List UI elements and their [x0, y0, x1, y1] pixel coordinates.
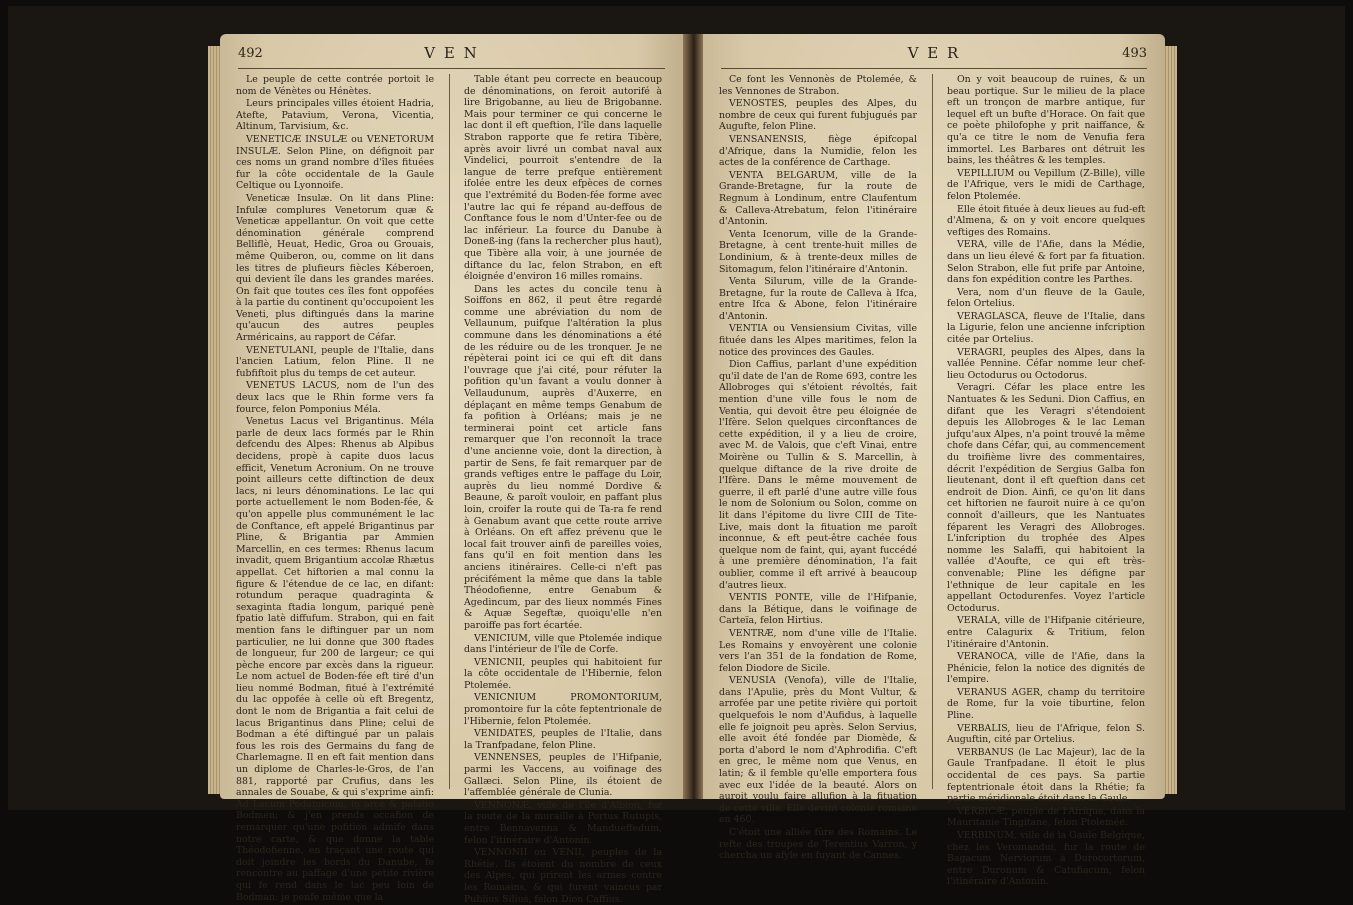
dictionary-entry: VERANUS AGER, champ du territoire de Rome, fur la voie tiburtine, felon Pline. — [947, 686, 1145, 722]
dictionary-entry: VENIDATES, peuples de l'Italie, dans la Tranfpadane, felon Pline. — [464, 728, 662, 751]
text-column-left — [236, 74, 434, 903]
dictionary-entry: Vera, nom d'un fleuve de la Gaule, felon Ortelius. — [947, 286, 1145, 310]
dictionary-entry: Veragri. Céfar les place entre les Nantuates & les Seduni. Dion Caffius, en difant que les Veragri s'étendoient depuis les Allobroges & le lac Leman jufqu'aux Alpes, n'a point trouvé la même chofe dans Céfar, qui, au commencement du troifième livre des commentaires, décrit l'expédition de Sergius Galba fon lieutenant, dont il eft queftion dans cet endroit de Dion. Ainfi, ce qu'on lit dans cet hiftorien ne fauroit nuire à ce qu'on connoît d'ailleurs, que les Nantuates féparent les Veragri des Allobroges. L'infcription du trophée des Alpes nomme les Salaffi, qui habitoient la vallée d'Aoufte, ce qui eft très-convenable; Pline les défigne par l'ethnique de leur capitale en les appellant Octodurenfes. Voyez l'article Octodurus. — [947, 382, 1145, 614]
dictionary-entry: VERA, ville de l'Afie, dans la Médie, dans un lieu élevé & fort par fa fituation. Selon Strabon, elle fut prife par Antoine, dans fon expédition contre les Parthes. — [947, 239, 1145, 286]
dictionary-entry: VENTIS PONTE, ville de l'Hifpanie, dans la Bétique, dans le voifinage de Carteïa, felon Hirtius. — [719, 592, 917, 627]
dictionary-entry: VENTRÆ, nom d'une ville de l'Italie. Les Romains y envoyèrent une colonie vers l'an 351 de la fondation de Rome, felon Diodore de Sicile. — [719, 627, 917, 674]
left-page — [220, 34, 683, 905]
dictionary-entry: VENOSTES, peuples des Alpes, du nombre de ceux qui furent fubjugués par Augufte, felon Pline. — [719, 98, 917, 133]
dictionary-entry: VENNENSES, peuples de l'Hifpanie, parmi les Vaccens, au voifinage des Gallæci. Selon Pline, ils étoient de l'affemblée générale de Clunia. — [464, 752, 662, 799]
book-spread — [8, 6, 1345, 905]
dictionary-entry: VERANOCA, ville de l'Afie, dans la Phénicie, felon la notice des dignités de l'empire. — [947, 651, 1145, 686]
book-gutter — [683, 34, 703, 799]
dictionary-entry: VENETUS LACUS, nom de l'un des deux lacs que le Rhin forme vers fa fource, felon Pomponius Méla. — [236, 380, 434, 415]
right-page-header — [721, 44, 1147, 68]
dictionary-entry: Leurs principales villes étoient Hadria, Atefte, Patavium, Verona, Vicentia, Altinum, Tarvisium, &c. — [236, 98, 434, 133]
dictionary-entry: Table étant peu correcte en beaucoup de dénominations, on feroit autorifé à lire Brigobanne, au lieu de Brigobanne. Mais pour terminer ce qui concerne le lac dont il eft queftion, l'île dans laquelle Strabon rapporte que fe retira Tibère, après avoir livré un combat naval aux Vindelici, pourroit s'entendre de la langue de terre prefque entièrement ifolée entre les deux efpèces de cornes que l'extrémité du Boden-fée forme avec l'autre lac qui fe répand au-deffous de Conftance fous le nom d'Unter-fee ou de lac inférieur. La fource du Danube à Doneß-ing (fans la rechercher plus haut), que Tibère alla voir, à une journée de diftance du lac, felon Strabon, en eft éloignée d'environ 16 milles romains. — [464, 74, 662, 283]
dictionary-entry: Dans les actes du concile tenu à Soiffons en 862, il peut être regardé comme une abréviation du nom de Vellaunum, puifque l'altération la plus commune dans les dénominations a été de les réduire ou de les tronquer. Je ne répèterai point ici ce qui eft dit dans l'ouvrage que j'ai cité, pour réfuter la pofition qu'un favant a voulu donner à Vellaudunum, auprès d'Auxerre, en déplaçant en même temps Genabum de fa pofition à Orléans; mais je ne terminerai point cet article fans remarquer que l'on reconnoît la trace d'une ancienne voie, dont la direction, à partir de Sens, fe fait remarquer par de grands veftiges entre le paffage du Loir, auprès du lieu nommé Dordive & Beaune, & paroît vouloir, en paffant plus loin, croifer la route qui de Ta-ra fe rend à Genabum avant que cette route arrive à Orléans. On eft affez prévenu que le local fait trouver ainfi de pareilles voies, fans qu'il en foit mention dans les anciens itinéraires. Celle-ci n'eft pas précifément la même que dans la table Théodofienne, entre Genabum & Agedincum, par des lieux nommés Fines & Aquæ Segeftæ, quoiqu'elle n'en paroiffe pas fort écartée. — [464, 283, 662, 631]
right-page — [703, 34, 1165, 888]
header-rule — [721, 68, 1147, 69]
text-column-right — [947, 74, 1145, 888]
dictionary-entry: On y voit beaucoup de ruines, & un beau portique. Sur le milieu de la place eft un tronçon de marbre antique, fur lequel eft un bufte d'Horace. On fait que ce poète philofophe y prit naiffance, & qu'a ce titre le nom de Venufia fera immortel. Les Barbares ont détruit les bains, les théâtres & les temples. — [947, 74, 1145, 167]
dictionary-entry: Venetus Lacus vel Brigantinus. Méla parle de deux lacs formés par le Rhin defcendu des Alpes: Rhenus ab Alpibus decidens, propè à capite duos lacus efficit, Venetum Acronium. On ne trouve point ailleurs cette diftinction de deux lacs, ni leurs dénominations. Le lac qui porte actuellement le nom Boden-fée, & qu'on appelle plus communément le lac de Conftance, eft appelé Brigantinus par Pline, & Brigantia par Ammien Marcellin, en ces termes: Rhenus lacum invadit, quem Brigantium accolæ Rhætus appellat. Cet hiftorien a mal connu la figure & l'étendue de ce lac, en difant: rotundum peraque quadraginta & sexaginta ftadia longum, pariqué penè fpatio latè diffufum. Strabon, qui en fait mention fans le diftinguer par un nom particulier, ne lui donne que 300 ftades de longueur, fur 200 de largeur; ce qui pèche encore par excès dans la rigueur. Le nom actuel de Boden-fée eft tiré d'un lieu nommé Bodman, fitué à l'extrémité du lac oppofée à celle où eft Bregentz, dont le nom de Brigantia a fait celui de lacus Brigantinus dans Pline; celui de Bodman a été diftingué par un palais fous les rois des Germains du fang de Charlemagne. Il en eft fait mention dans un diplome de Charles-le-Gros, de l'an 881, rapporté par Crufius, dans les annales de Souabe, & qui s'exprime ainfi: Ad Lacum Podamicum, in arce & palatio Bodmen; & j'en prends occafion de remarquer qu'une pofition admife dans notre carte, & que donne la table Théodofienne, en traçant une route qui doit joindre les bords du Danube, fe rencontre au paffage d'une petite rivière qui fe rend dans le lac peu loin de Bodman: je penfe même que la — [236, 416, 434, 903]
header-rule — [238, 68, 665, 69]
dictionary-entry: VENICNIUM PROMONTORIUM, promontoire fur la côte feptentrionale de l'Hibernie, felon Ptolemée. — [464, 692, 662, 727]
dictionary-entry: VENETULANI, peuple de l'Italie, dans l'ancien Latium, felon Pline. Il ne fubfiftoit plus du temps de cet auteur. — [236, 344, 434, 379]
dictionary-entry: VENSANENSIS, fiège épifcopal d'Afrique, dans la Numidie, felon les actes de la conférence de Carthage. — [719, 133, 917, 169]
dictionary-entry: VENTA BELGARUM, ville de la Grande-Bretagne, fur la route de Regnum à Londinum, entre Claufentum & Calleva-Atrebatum, felon l'itinéraire d'Antonin. — [719, 169, 917, 228]
running-head: V E N — [424, 44, 479, 62]
dictionary-entry: VEPILLIUM ou Vepillum (Z-Bille), ville de l'Afrique, vers le midi de Carthage, felon Ptolemée. — [947, 167, 1145, 202]
dictionary-entry: VENNONII ou VENII, peuples de la Rhétie. Ils étoient du nombre de ceux des Alpes, qui prirent les armes contre les Romains, & qui furent vaincus par Publius Silius, felon Dion Caffius. — [464, 847, 662, 905]
dictionary-entry: VENICIUM, ville que Ptolemée indique dans l'intérieur de l'île de Corfe. — [464, 632, 662, 656]
dictionary-entry: Veneticæ Insulæ. On lit dans Pline: Infulæ complures Venetorum quæ & Veneticæ appellantur. On voit que cette dénomination générale comprend Belliflè, Heuat, Hedic, Groa ou Grouais, même Quiberon, ou, comme on lit dans les titres de plufieurs fiècles Kéberoen, qui devient île dans les grandes marées. On fait que toutes ces îles font oppofées à la partie du continent qu'occupoient les Veneti, plus diftingués dans la marine qu'aucun des autres peuples Arméricains, au rapport de Céfar. — [236, 192, 434, 344]
dictionary-entry: VERAGRI, peuples des Alpes, dans la vallée Pennine. Céfar nomme leur chef-lieu Octodurus ou Octodorus. — [947, 346, 1145, 381]
running-head: V E R — [907, 44, 961, 62]
left-page-header — [238, 44, 665, 68]
dictionary-entry: VENNONÆ, ville de l'île d'Albion, fur la route de la muraille à Portus Rutupis, entre Bennavenna & Mandueffedum, felon l'itinéraire d'Antonin. — [464, 799, 662, 846]
dictionary-entry: VENICNII, peuples qui habitoient fur la côte occidentale de l'Hibernie, felon Ptolemée. — [464, 656, 662, 691]
dictionary-entry: VERBALIS, lieu de l'Afrique, felon S. Auguftin, cité par Ortelius. — [947, 722, 1145, 746]
dictionary-entry: Le peuple de cette contrée portoit le nom de Vénètes ou Hénètes. — [236, 74, 434, 97]
right-page-edges — [1163, 46, 1177, 794]
dictionary-entry: VERALA, ville de l'Hifpanie citérieure, entre Calagurix & Tritium, felon l'itinéraire d'Antonin. — [947, 615, 1145, 650]
dictionary-entry: Elle étoit fituée à deux lieues au fud-eft d'Almena, & on y voit encore quelques veftiges des Romains. — [947, 203, 1145, 238]
dictionary-entry: Ce font les Vennonès de Ptolemée, & les Vennones de Strabon. — [719, 74, 917, 97]
dictionary-entry: Venta Icenorum, ville de la Grande-Bretagne, à cent trente-huit milles de Londinium, & à trente-deux milles de Sitomagum, felon l'itinéraire d'Antonin. — [719, 228, 917, 275]
dictionary-entry: VERAGLASCA, fleuve de l'Italie, dans la Ligurie, felon une ancienne infcription citée par Ortelius. — [947, 310, 1145, 346]
text-column-left — [719, 74, 917, 862]
dictionary-entry: Venta Silurum, ville de la Grande-Bretagne, fur la route de Calleva à Ifca, entre Ifca & Abone, felon l'itinéraire d'Antonin. — [719, 276, 917, 322]
dictionary-entry: VENUSIA (Venofa), ville de l'Italie, dans l'Apulie, près du Mont Vultur, & arrofée par une petite rivière qui portoit quelquefois le nom d'Aufidus, à laquelle elle fe joignoit peu après. Selon Servius, elle avoit été fondée par Diomède, & porta d'abord le nom d'Aphrodifia. C'eft en grec, le même nom que Venus, en latin; & il femble qu'elle emportera fous avec eux l'idée de la beauté. Alors on auroit voulu faire allufion à la fituation de cette ville. Elle devint colonie romaine en 460. — [719, 675, 917, 826]
dictionary-entry: VERBANUS (le Lac Majeur), lac de la Gaule Tranfpadane. Il étoit le plus occidental de ces pays. Sa partie feptentrionale étoit dans la Rhétie; fa partie méridionale étoit dans la Gaule. — [947, 746, 1145, 805]
dictionary-entry: VERBICÆ, peuple de l'Afrique, dans la Mauritanie Tingitane, felon Ptolemée. — [947, 805, 1145, 829]
text-column-right — [464, 74, 662, 905]
column-divider — [932, 74, 933, 789]
dictionary-entry: Dion Caffius, parlant d'une expédition qu'il date de l'an de Rome 693, contre les Allobroges qui s'étoient révoltés, fait mention d'une ville fous le nom de Ventia, qui devoit être peu éloignée de l'Ifère. Selon quelques circonftances de cette expédition, il y a lieu de croire, avec M. de Valois, que c'eft Vinai, entre Moirène ou Tullin & S. Marcellin, à quelque diftance de la rive droite de l'Ifère. Dans le même mouvement de guerre, il eft parlé d'une autre ville fous le nom de Solonium ou Solon, comme on lit dans l'épitome du livre CIII de Tite-Live, mais dont la fituation me paroît inconnue, & eft peut-être cachée fous quelque nom de faint, qui, ayant fuccédé à une première dénomination, l'a fait oublier, comme il eft arrivé à beaucoup d'autres lieux. — [719, 359, 917, 591]
dictionary-entry: C'étoit une alliée fûre des Romains. Le refte des troupes de Terentius Varron, y chercha un afyle en fuyant de Cannes. — [719, 827, 917, 862]
dictionary-entry: VENTIA ou Vensiensium Civitas, ville fituée dans les Alpes maritimes, felon la notice des provinces des Gaules. — [719, 323, 917, 358]
dictionary-entry: VERBINUM, ville de la Gaule Belgique, chez les Veromandui, fur la route de Bagacum Nerviorum à Durocortorum, entre Duronum & Catufiacum, felon l'itinéraire d'Antonin. — [947, 830, 1145, 888]
page-number: 493 — [1122, 46, 1147, 61]
column-divider — [449, 74, 450, 789]
dictionary-entry: VENETICÆ INSULÆ ou VENETORUM INSULÆ. Selon Pline, on défignoit par ces noms un grand nombre d'îles fituées fur la côte occidentale de la Gaule Celtique ou Lyonnoife. — [236, 133, 434, 192]
page-number: 492 — [238, 46, 263, 61]
